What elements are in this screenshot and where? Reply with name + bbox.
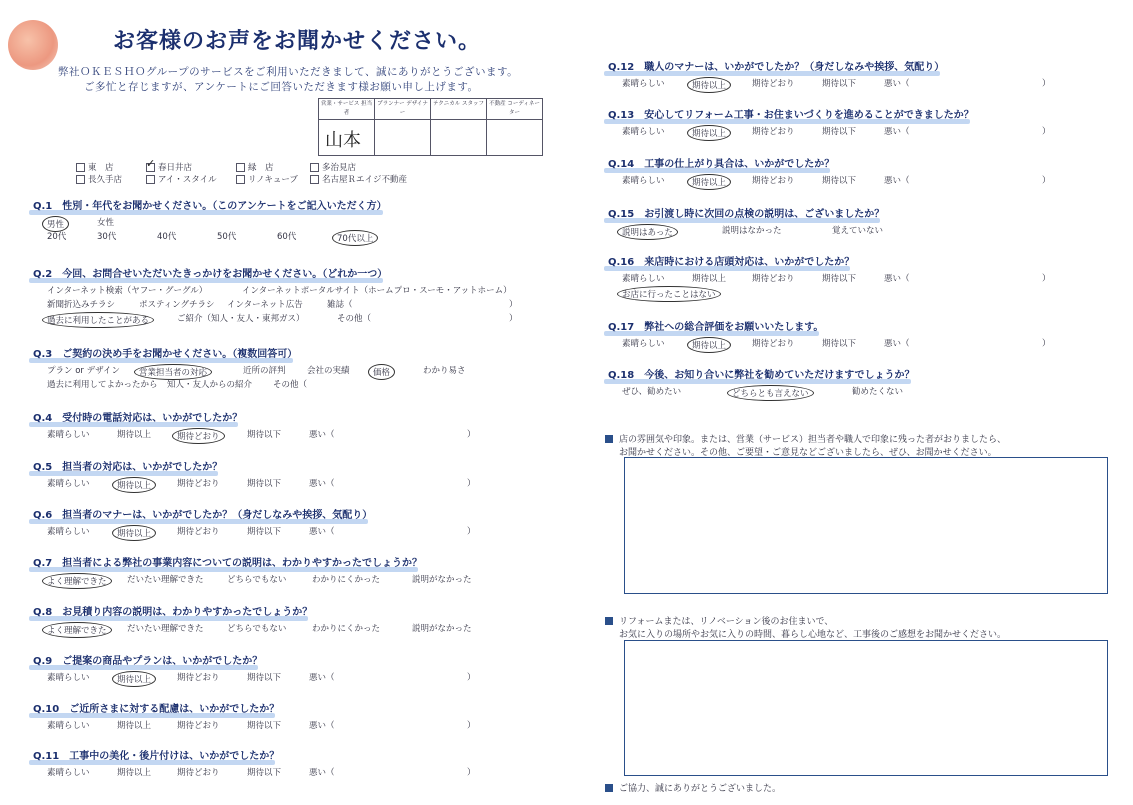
- answer-option[interactable]: 期待以上: [117, 721, 152, 731]
- answer-option[interactable]: ）: [1042, 79, 1051, 89]
- answer-option[interactable]: わかりにくかった: [312, 624, 381, 634]
- answer-option[interactable]: 期待以下: [822, 274, 857, 284]
- staff-header-realestate: 不動産 コーディネーター: [489, 101, 540, 116]
- answer-option[interactable]: 勧めたくない: [852, 387, 904, 397]
- answer-option[interactable]: その他（: [337, 314, 372, 324]
- answer-option[interactable]: インターネット検索（ヤフー・グーグル）: [47, 286, 208, 296]
- answer-option[interactable]: 会社の実績: [307, 366, 350, 376]
- answer-option-selected[interactable]: 70代以上: [332, 230, 378, 246]
- question-label: Q.10 ご近所さまに対する配慮は、いかがでしたか？: [33, 700, 279, 715]
- staff-signature: 山本: [325, 130, 361, 151]
- question-label: Q.9 ご提案の商品やプランは、いかがでしたか？: [33, 652, 262, 667]
- branch-label: 名古屋Ｒエイジ不動産: [322, 175, 408, 185]
- branch-label: リノキューブ: [248, 175, 298, 185]
- answer-option[interactable]: ）: [467, 721, 476, 731]
- answer-option[interactable]: 悪い（: [884, 127, 910, 137]
- answer-option[interactable]: 期待以上: [117, 768, 152, 778]
- answer-option[interactable]: 期待どおり: [177, 673, 220, 683]
- branch-option[interactable]: [236, 173, 298, 185]
- answer-option[interactable]: ）: [467, 430, 476, 440]
- branch-option[interactable]: [310, 161, 356, 173]
- staff-cell-technical[interactable]: [431, 120, 487, 155]
- answer-option[interactable]: ）: [1042, 274, 1051, 284]
- answer-option[interactable]: わかり易さ: [423, 366, 466, 376]
- answer-option[interactable]: どちらでもない: [227, 575, 287, 585]
- answer-option[interactable]: 素晴らしい: [47, 673, 90, 683]
- free-question-2: [605, 614, 1006, 640]
- question-label: Q.14 工事の仕上がり具合は、いかがでしたか？: [608, 155, 834, 170]
- answer-option[interactable]: 60代: [277, 232, 297, 242]
- answer-option[interactable]: 期待以下: [247, 430, 282, 440]
- answer-option[interactable]: 期待どおり: [752, 79, 795, 89]
- question-label: Q.8 お見積り内容の説明は、わかりやすかったでしょうか？: [33, 603, 312, 618]
- branch-option[interactable]: [146, 161, 192, 173]
- staff-cell-realestate[interactable]: [487, 120, 542, 155]
- answer-option[interactable]: ）: [509, 300, 518, 310]
- branch-label: 東 店: [88, 163, 114, 173]
- answer-option-selected[interactable]: 期待以上: [687, 77, 731, 93]
- thanks-text: ご協力、誠にありがとうございました。: [619, 784, 782, 794]
- branch-option[interactable]: [76, 161, 114, 173]
- answer-option[interactable]: プラン or デザイン: [47, 366, 121, 376]
- checkbox-icon[interactable]: [310, 175, 319, 184]
- answer-option[interactable]: 20代: [47, 232, 67, 242]
- question-label: Q.16 来店時における店頭対応は、いかがでしたか？: [608, 253, 854, 268]
- answer-option[interactable]: 期待以下: [247, 768, 282, 778]
- question-label: Q.1 性別・年代をお聞かせください。（このアンケートをご記入いただく方）: [33, 197, 387, 212]
- answer-option[interactable]: ）: [1042, 176, 1051, 186]
- answer-option[interactable]: 期待以下: [247, 479, 282, 489]
- answer-option[interactable]: 期待以下: [822, 339, 857, 349]
- answer-option[interactable]: 悪い（: [309, 479, 335, 489]
- answer-option[interactable]: ）: [1042, 339, 1051, 349]
- answer-option[interactable]: 素晴らしい: [622, 127, 665, 137]
- answer-option[interactable]: 素晴らしい: [47, 768, 90, 778]
- answer-option[interactable]: だいたい理解できた: [127, 624, 204, 634]
- answer-option[interactable]: ）: [467, 479, 476, 489]
- answer-option[interactable]: 期待どおり: [752, 127, 795, 137]
- answer-option[interactable]: 期待どおり: [177, 721, 220, 731]
- answer-option[interactable]: 期待以上: [692, 274, 727, 284]
- answer-option-selected[interactable]: 男性: [42, 216, 69, 232]
- answer-option[interactable]: 悪い（: [884, 274, 910, 284]
- answer-option[interactable]: 説明はなかった: [722, 226, 782, 236]
- answer-option[interactable]: 悪い（: [309, 768, 335, 778]
- answer-option-selected[interactable]: 期待以上: [687, 174, 731, 190]
- answer-option[interactable]: ポスティングチラシ: [139, 300, 215, 310]
- branch-option[interactable]: [236, 161, 274, 173]
- branch-label: 春日井店: [158, 163, 193, 173]
- branch-label: 多治見店: [322, 163, 357, 173]
- answer-option[interactable]: その他（: [273, 380, 308, 390]
- answer-option[interactable]: 期待どおり: [752, 339, 795, 349]
- answer-option[interactable]: 40代: [157, 232, 177, 242]
- question-label: Q.5 担当者の対応は、いかがでしたか？: [33, 458, 222, 473]
- answer-option[interactable]: どちらでもない: [227, 624, 287, 634]
- branch-label: アイ・スタイル: [158, 175, 217, 185]
- checkbox-icon[interactable]: [146, 163, 155, 172]
- answer-option[interactable]: 説明がなかった: [412, 624, 472, 634]
- free-question-1: [605, 432, 1006, 458]
- answer-option[interactable]: 過去に利用してよかったから: [47, 380, 158, 390]
- answer-option[interactable]: インターネットポータルサイト（ホームプロ・スーモ・アットホーム）: [242, 286, 512, 296]
- answer-option[interactable]: 雑誌（: [327, 300, 353, 310]
- question-label: Q.17 弊社への総合評価をお願いいたします。: [608, 318, 823, 333]
- answer-option[interactable]: 悪い（: [884, 339, 910, 349]
- branch-option[interactable]: [146, 173, 217, 185]
- answer-option[interactable]: だいたい理解できた: [127, 575, 204, 585]
- answer-option[interactable]: 悪い（: [309, 673, 335, 683]
- intro-line-2: ご多忙と存じますが、アンケートにご回答いただきます様お願い申し上げます。: [84, 81, 479, 93]
- answer-option[interactable]: ご紹介（知人・友人・東邦ガス）: [177, 314, 305, 324]
- answer-option[interactable]: ）: [467, 527, 476, 537]
- free-question-2-line-2: お気に入りの場所やお気に入りの時間、暮らし心地など、工事後のご感想をお聞かせください。: [619, 630, 1007, 640]
- answer-option[interactable]: 素晴らしい: [47, 721, 90, 731]
- answer-option[interactable]: 悪い（: [309, 721, 335, 731]
- answer-option-selected[interactable]: 期待以上: [112, 477, 156, 493]
- answer-option[interactable]: 悪い（: [884, 79, 910, 89]
- answer-option[interactable]: 期待どおり: [752, 274, 795, 284]
- square-bullet-icon: [605, 784, 613, 792]
- answer-option[interactable]: 素晴らしい: [47, 430, 90, 440]
- answer-option[interactable]: 期待以下: [247, 673, 282, 683]
- question-label: Q.2 今回、お問合せいただいたきっかけをお聞かせください。（どれか一つ）: [33, 265, 387, 280]
- answer-option[interactable]: ）: [509, 314, 518, 324]
- free-question-1-line-1: 店の雰囲気や印象。または、営業（サービス）担当者や職人で印象に残った者がおりましたら、: [619, 435, 1007, 445]
- answer-option[interactable]: 期待以下: [247, 721, 282, 731]
- staff-table: [318, 98, 543, 156]
- answer-option-selected[interactable]: 説明はあった: [617, 224, 678, 240]
- checkbox-icon[interactable]: [146, 175, 155, 184]
- answer-option[interactable]: 素晴らしい: [622, 176, 665, 186]
- answer-option[interactable]: 期待以上: [117, 430, 152, 440]
- free-answer-box-1[interactable]: [624, 457, 1108, 594]
- checkbox-icon[interactable]: [76, 175, 85, 184]
- checkbox-icon[interactable]: [310, 163, 319, 172]
- answer-option-selected[interactable]: お店に行ったことはない: [617, 286, 721, 302]
- answer-option-selected[interactable]: 期待以上: [112, 525, 156, 541]
- answer-option-selected[interactable]: よく理解できた: [42, 622, 112, 638]
- free-question-2-line-1: リフォームまたは、リノベーション後のお住まいで、: [619, 617, 834, 627]
- square-bullet-icon: [605, 435, 613, 443]
- answer-option[interactable]: 期待どおり: [177, 479, 220, 489]
- thanks-note: [605, 781, 781, 794]
- answer-option[interactable]: 50代: [217, 232, 237, 242]
- answer-option[interactable]: 悪い（: [309, 527, 335, 537]
- branch-option[interactable]: [310, 173, 407, 185]
- branch-label: 長久手店: [88, 175, 123, 185]
- question-label: Q.18 今後、お知り合いに弊社を勧めていただけますでしょうか？: [608, 366, 915, 381]
- answer-option[interactable]: 素晴らしい: [47, 527, 90, 537]
- answer-option[interactable]: インターネット広告: [227, 300, 303, 310]
- question-label: Q.12 職人のマナーは、いかがでしたか？（身だしなみや挨拶、気配り）: [608, 58, 944, 73]
- checkbox-icon[interactable]: [76, 163, 85, 172]
- page-title: お客様のお声をお聞かせください。: [113, 29, 482, 54]
- staff-header-technical: テクニカル スタッフ: [431, 99, 487, 119]
- answer-option[interactable]: 悪い（: [884, 176, 910, 186]
- staff-cell-planner[interactable]: [375, 120, 431, 155]
- question-label: Q.6 担当者のマナーは、いかがでしたか？（身だしなみや挨拶、気配り）: [33, 506, 372, 521]
- answer-option[interactable]: 悪い（: [309, 430, 335, 440]
- answer-option[interactable]: 期待以下: [247, 527, 282, 537]
- question-label: Q.11 工事中の美化・後片付けは、いかがでしたか？: [33, 747, 279, 762]
- answer-option-selected[interactable]: 期待以上: [687, 337, 731, 353]
- answer-option-selected[interactable]: 期待以上: [687, 125, 731, 141]
- answer-option-selected[interactable]: 価格: [368, 364, 395, 380]
- checkbox-icon[interactable]: [236, 163, 245, 172]
- branch-label: 緑 店: [248, 163, 274, 173]
- answer-option-selected[interactable]: 過去に利用したことがある: [42, 312, 154, 328]
- answer-option[interactable]: ）: [467, 673, 476, 683]
- answer-option[interactable]: 新聞折込みチラシ: [47, 300, 116, 310]
- answer-option-selected[interactable]: 営業担当者の対応: [134, 364, 212, 380]
- answer-option-selected[interactable]: どちらとも言えない: [727, 385, 814, 401]
- answer-option-selected[interactable]: 期待以上: [112, 671, 156, 687]
- answer-option[interactable]: 素晴らしい: [622, 339, 665, 349]
- branch-option[interactable]: [76, 173, 122, 185]
- answer-option-selected[interactable]: 期待どおり: [172, 428, 225, 444]
- answer-option-selected[interactable]: よく理解できた: [42, 573, 112, 589]
- free-question-1-line-2: お聞かせください。その他、ご要望・ご意見などございましたら、ぜひ、お聞かせください。: [619, 448, 997, 458]
- answer-option[interactable]: 30代: [97, 232, 117, 242]
- answer-option[interactable]: 期待以下: [822, 79, 857, 89]
- answer-option[interactable]: 女性: [97, 218, 115, 228]
- square-bullet-icon: [605, 617, 613, 625]
- answer-option[interactable]: ）: [1042, 127, 1051, 137]
- answer-option[interactable]: ）: [467, 768, 476, 778]
- intro-line-1: 弊社ＯＫＥＳＨＯグループのサービスをご利用いただきまして、誠にありがとうございます。: [58, 66, 519, 78]
- question-label: Q.7 担当者による弊社の事業内容についての説明は、わかりやすかったでしょうか？: [33, 554, 422, 569]
- staff-cell-sales[interactable]: [319, 120, 375, 155]
- answer-option[interactable]: 期待どおり: [177, 768, 220, 778]
- answer-option[interactable]: わかりにくかった: [312, 575, 381, 585]
- answer-option[interactable]: 説明がなかった: [412, 575, 472, 585]
- answer-option[interactable]: 素晴らしい: [622, 79, 665, 89]
- staff-header-sales: 営業・サービス 担当者: [319, 99, 375, 119]
- question-label: Q.13 安心してリフォーム工事・お住まいづくりを進めることができましたか？: [608, 106, 974, 121]
- answer-option[interactable]: 覚えていない: [832, 226, 884, 236]
- company-seal-stamp: [8, 20, 58, 70]
- answer-option[interactable]: 期待どおり: [177, 527, 220, 537]
- answer-option[interactable]: 期待どおり: [752, 176, 795, 186]
- answer-option[interactable]: 素晴らしい: [47, 479, 90, 489]
- question-label: Q.3 ご契約の決め手をお聞かせください。（複数回答可）: [33, 345, 297, 360]
- answer-option[interactable]: 近所の評判: [243, 366, 286, 376]
- staff-header-planner: プランナー デザイナー: [375, 99, 431, 119]
- checkbox-icon[interactable]: [236, 175, 245, 184]
- answer-option[interactable]: ぜひ、勧めたい: [622, 387, 682, 397]
- answer-option[interactable]: 期待以下: [822, 176, 857, 186]
- answer-option[interactable]: 素晴らしい: [622, 274, 665, 284]
- free-answer-box-2[interactable]: [624, 640, 1108, 776]
- question-label: Q.4 受付時の電話対応は、いかがでしたか？: [33, 409, 242, 424]
- question-label: Q.15 お引渡し時に次回の点検の説明は、ございましたか？: [608, 205, 884, 220]
- answer-option[interactable]: 期待以下: [822, 127, 857, 137]
- answer-option[interactable]: 知人・友人からの紹介: [167, 380, 253, 390]
